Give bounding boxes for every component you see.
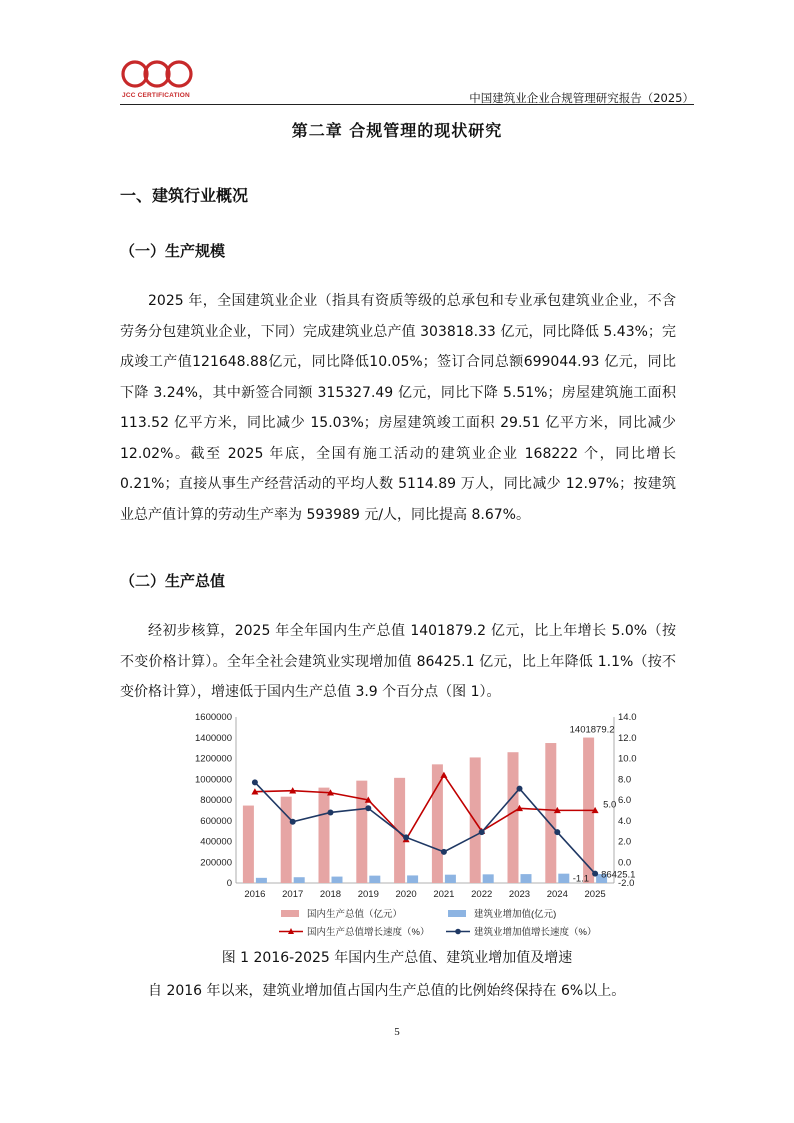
right-axis-tick-label: 2.0 <box>618 836 632 848</box>
point-construction-growth <box>365 805 371 811</box>
point-construction-growth <box>517 786 523 792</box>
left-axis-tick-label: 200000 <box>200 857 232 869</box>
right-axis-tick-label: 6.0 <box>618 795 632 806</box>
bar-gdp <box>432 764 443 883</box>
x-axis-tick-label: 2023 <box>508 889 531 900</box>
bar-construction <box>483 874 494 883</box>
right-axis-tick-label: 4.0 <box>618 815 632 827</box>
legend-marker <box>455 929 461 935</box>
right-axis-tick-label: 10.0 <box>618 753 637 765</box>
bar-gdp <box>243 806 254 883</box>
point-construction-growth <box>479 829 485 835</box>
point-construction-growth <box>290 819 296 825</box>
bar-construction <box>558 874 569 883</box>
legend-label: 建筑业增加值增长速度（%） <box>474 927 597 938</box>
left-axis-tick-label: 1600000 <box>195 712 232 723</box>
left-axis-tick-label: 600000 <box>200 815 232 827</box>
bar-gdp <box>319 788 330 883</box>
production-scale-paragraph: 2025 年，全国建筑业企业（指具有资质等级的总承包和专业承包建筑业企业，不含劳务分包建筑业企业，下同）完成建筑业总产值 303818.33 亿元，同比降低 5.43%；完成竣工产值121648.88亿元，同比降低10.05%；签订合同总额699044.93 亿元，同比下降 3.24%，其中新签合同额 315327.49 亿元，同比下降 5.51%；房屋建筑施工面积 113.52 亿平方米，同比减少 15.03%；房屋建筑竣工面积 29.51 亿平方米，同比减少 12.02%。截至 2025 年底，全国有施工活动的建筑业企业 168222 个，同比增长 0.21%；直接从事生产经营活动的平均人数 5114.89 万人，同比减少 12.97%；按建筑业总产值计算的劳动生产率为 593989 元/人，同比提高 8.67%。 <box>120 293 676 523</box>
subsection-heading-gdp: （二）生产总值 <box>120 572 226 590</box>
x-axis-tick-label: 2018 <box>319 889 342 900</box>
x-axis-tick-label: 2025 <box>584 889 606 900</box>
bar-gdp <box>281 797 292 883</box>
left-axis-tick-label: 400000 <box>200 836 232 848</box>
data-label: 5.0 <box>603 799 617 811</box>
point-construction-growth <box>554 829 560 835</box>
legend-swatch <box>281 910 299 917</box>
point-construction-growth <box>252 779 258 785</box>
legend-label: 建筑业增加值(亿元) <box>474 909 557 920</box>
left-axis-tick-label: 1200000 <box>195 753 232 765</box>
bar-gdp <box>356 781 367 883</box>
x-axis-tick-label: 2022 <box>471 889 493 900</box>
figure-note-paragraph: 自 2016 年以来，建筑业增加值占国内生产总值的比例始终保持在 6%以上。 <box>148 983 626 999</box>
gdp-paragraph: 经初步核算，2025 年全年国内生产总值 1401879.2 亿元，比上年增长 5.0%（按不变价格计算）。全年全社会建筑业实现增加值 86425.1 亿元，比上年降低 1.1%（按不变价格计算），增速低于国内生产总值 3.9 个百分点（图 1）。 <box>120 623 676 700</box>
x-axis-tick-label: 2020 <box>395 889 417 900</box>
legend-label: 国内生产总值（亿元） <box>307 909 403 920</box>
data-label: -1.1 <box>572 873 590 885</box>
header-divider <box>120 104 694 105</box>
left-axis-tick-label: 1400000 <box>195 732 232 744</box>
right-axis-tick-label: 14.0 <box>618 712 637 723</box>
logo-text: JCC CERTIFICATION <box>122 92 190 99</box>
x-axis-tick-label: 2021 <box>433 889 455 900</box>
left-axis-tick-label: 800000 <box>200 795 232 806</box>
bar-construction <box>521 874 532 883</box>
legend-label: 国内生产总值增长速度（%） <box>307 927 430 938</box>
report-title: 中国建筑业企业合规管理研究报告（2025） <box>469 91 694 105</box>
bar-gdp <box>394 778 405 883</box>
left-axis-tick-label: 1000000 <box>195 774 232 786</box>
x-axis-tick-label: 2019 <box>357 889 379 900</box>
x-axis-tick-label: 2016 <box>244 889 266 900</box>
point-construction-growth <box>403 834 409 840</box>
point-construction-growth <box>441 849 447 855</box>
bar-construction <box>332 877 343 883</box>
chapter-title: 第二章 合规管理的现状研究 <box>291 121 503 140</box>
figure-caption: 图 1 2016-2025 年国内生产总值、建筑业增加值及增速 <box>221 950 573 966</box>
bar-construction <box>256 878 267 883</box>
bar-construction <box>445 875 456 883</box>
bar-construction <box>294 877 305 883</box>
subsection-heading-production-scale: （一）生产规模 <box>120 242 226 260</box>
x-axis-tick-label: 2017 <box>282 889 304 900</box>
point-construction-growth <box>592 871 598 877</box>
line-gdp-growth <box>255 775 595 839</box>
right-axis-tick-label: 8.0 <box>618 774 632 786</box>
bar-construction <box>407 875 418 883</box>
page-number: 5 <box>394 1026 400 1038</box>
legend-swatch <box>448 910 466 917</box>
bar-gdp <box>508 752 519 883</box>
section-heading: 一、建筑行业概况 <box>120 186 249 205</box>
x-axis-tick-label: 2024 <box>546 889 568 900</box>
data-label: 86425.1 <box>601 869 636 881</box>
bar-construction <box>369 876 380 883</box>
logo-rings-icon <box>120 58 194 92</box>
line-construction-growth <box>255 782 595 873</box>
gdp-construction-chart <box>186 709 656 949</box>
data-label: 1401879.2 <box>569 724 615 736</box>
right-axis-tick-label: -2.0 <box>618 878 635 889</box>
left-axis-tick-label: 0 <box>226 878 232 889</box>
right-axis-tick-label: 12.0 <box>618 732 637 744</box>
right-axis-tick-label: 0.0 <box>618 857 632 869</box>
point-construction-growth <box>328 809 334 815</box>
